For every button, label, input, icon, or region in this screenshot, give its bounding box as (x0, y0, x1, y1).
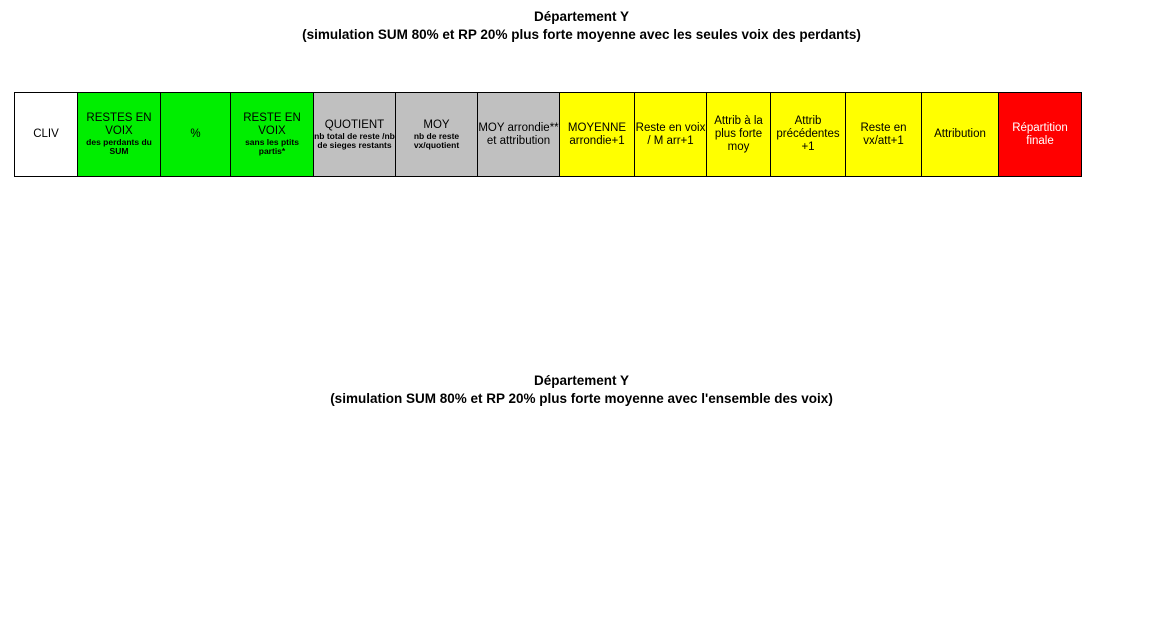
column-header-5: QUOTIENT nb total de reste /nb de sieges restants (314, 93, 396, 177)
column-header-9: Reste en voix / M arr+1 (635, 93, 707, 177)
table-2-title-line1: Département Y (533, 373, 630, 388)
table-2-title (0, 372, 1163, 408)
column-header-5-sub: nb total de reste /nb de sieges restants (314, 130, 395, 150)
column-header-6: MOY nb de reste vx/quotient (396, 93, 478, 177)
column-header-1: CLIV (15, 93, 78, 177)
column-header-10: Attrib à la plus forte moy (707, 93, 771, 177)
table-1-header-row (15, 93, 1082, 177)
column-header-11: Attrib précédentes +1 (771, 93, 846, 177)
table-1-container (14, 92, 1082, 177)
column-header-6-sub: nb de reste vx/quotient (413, 130, 460, 150)
table-1-title (0, 8, 1163, 44)
column-header-4: RESTE EN VOIX sans les ptits partis* (231, 93, 314, 177)
table-1-title-line1: Département Y (533, 9, 630, 24)
table-2-title-line2: (simulation SUM 80% et RP 20% plus forte moyenne avec l'ensemble des voix) (330, 391, 833, 407)
table-1-title-line2: (simulation SUM 80% et RP 20% plus forte moyenne avec les seules voix des perdants) (302, 27, 861, 43)
column-header-3: % (161, 93, 231, 177)
column-header-2: RESTES EN VOIX des perdants du SUM (78, 93, 161, 177)
column-header-14: Répartition finale (999, 93, 1082, 177)
column-header-13: Attribution (922, 93, 999, 177)
column-header-12: Reste en vx/att+1 (846, 93, 922, 177)
column-header-7: MOY arrondie** et attribution (478, 93, 560, 177)
simulation-perdants-table (14, 92, 1082, 177)
column-header-2-sub: des perdants du SUM (86, 137, 152, 157)
column-header-4-sub: sans les ptits partis* (245, 137, 299, 157)
column-header-8: MOYENNE arrondie+1 (560, 93, 635, 177)
